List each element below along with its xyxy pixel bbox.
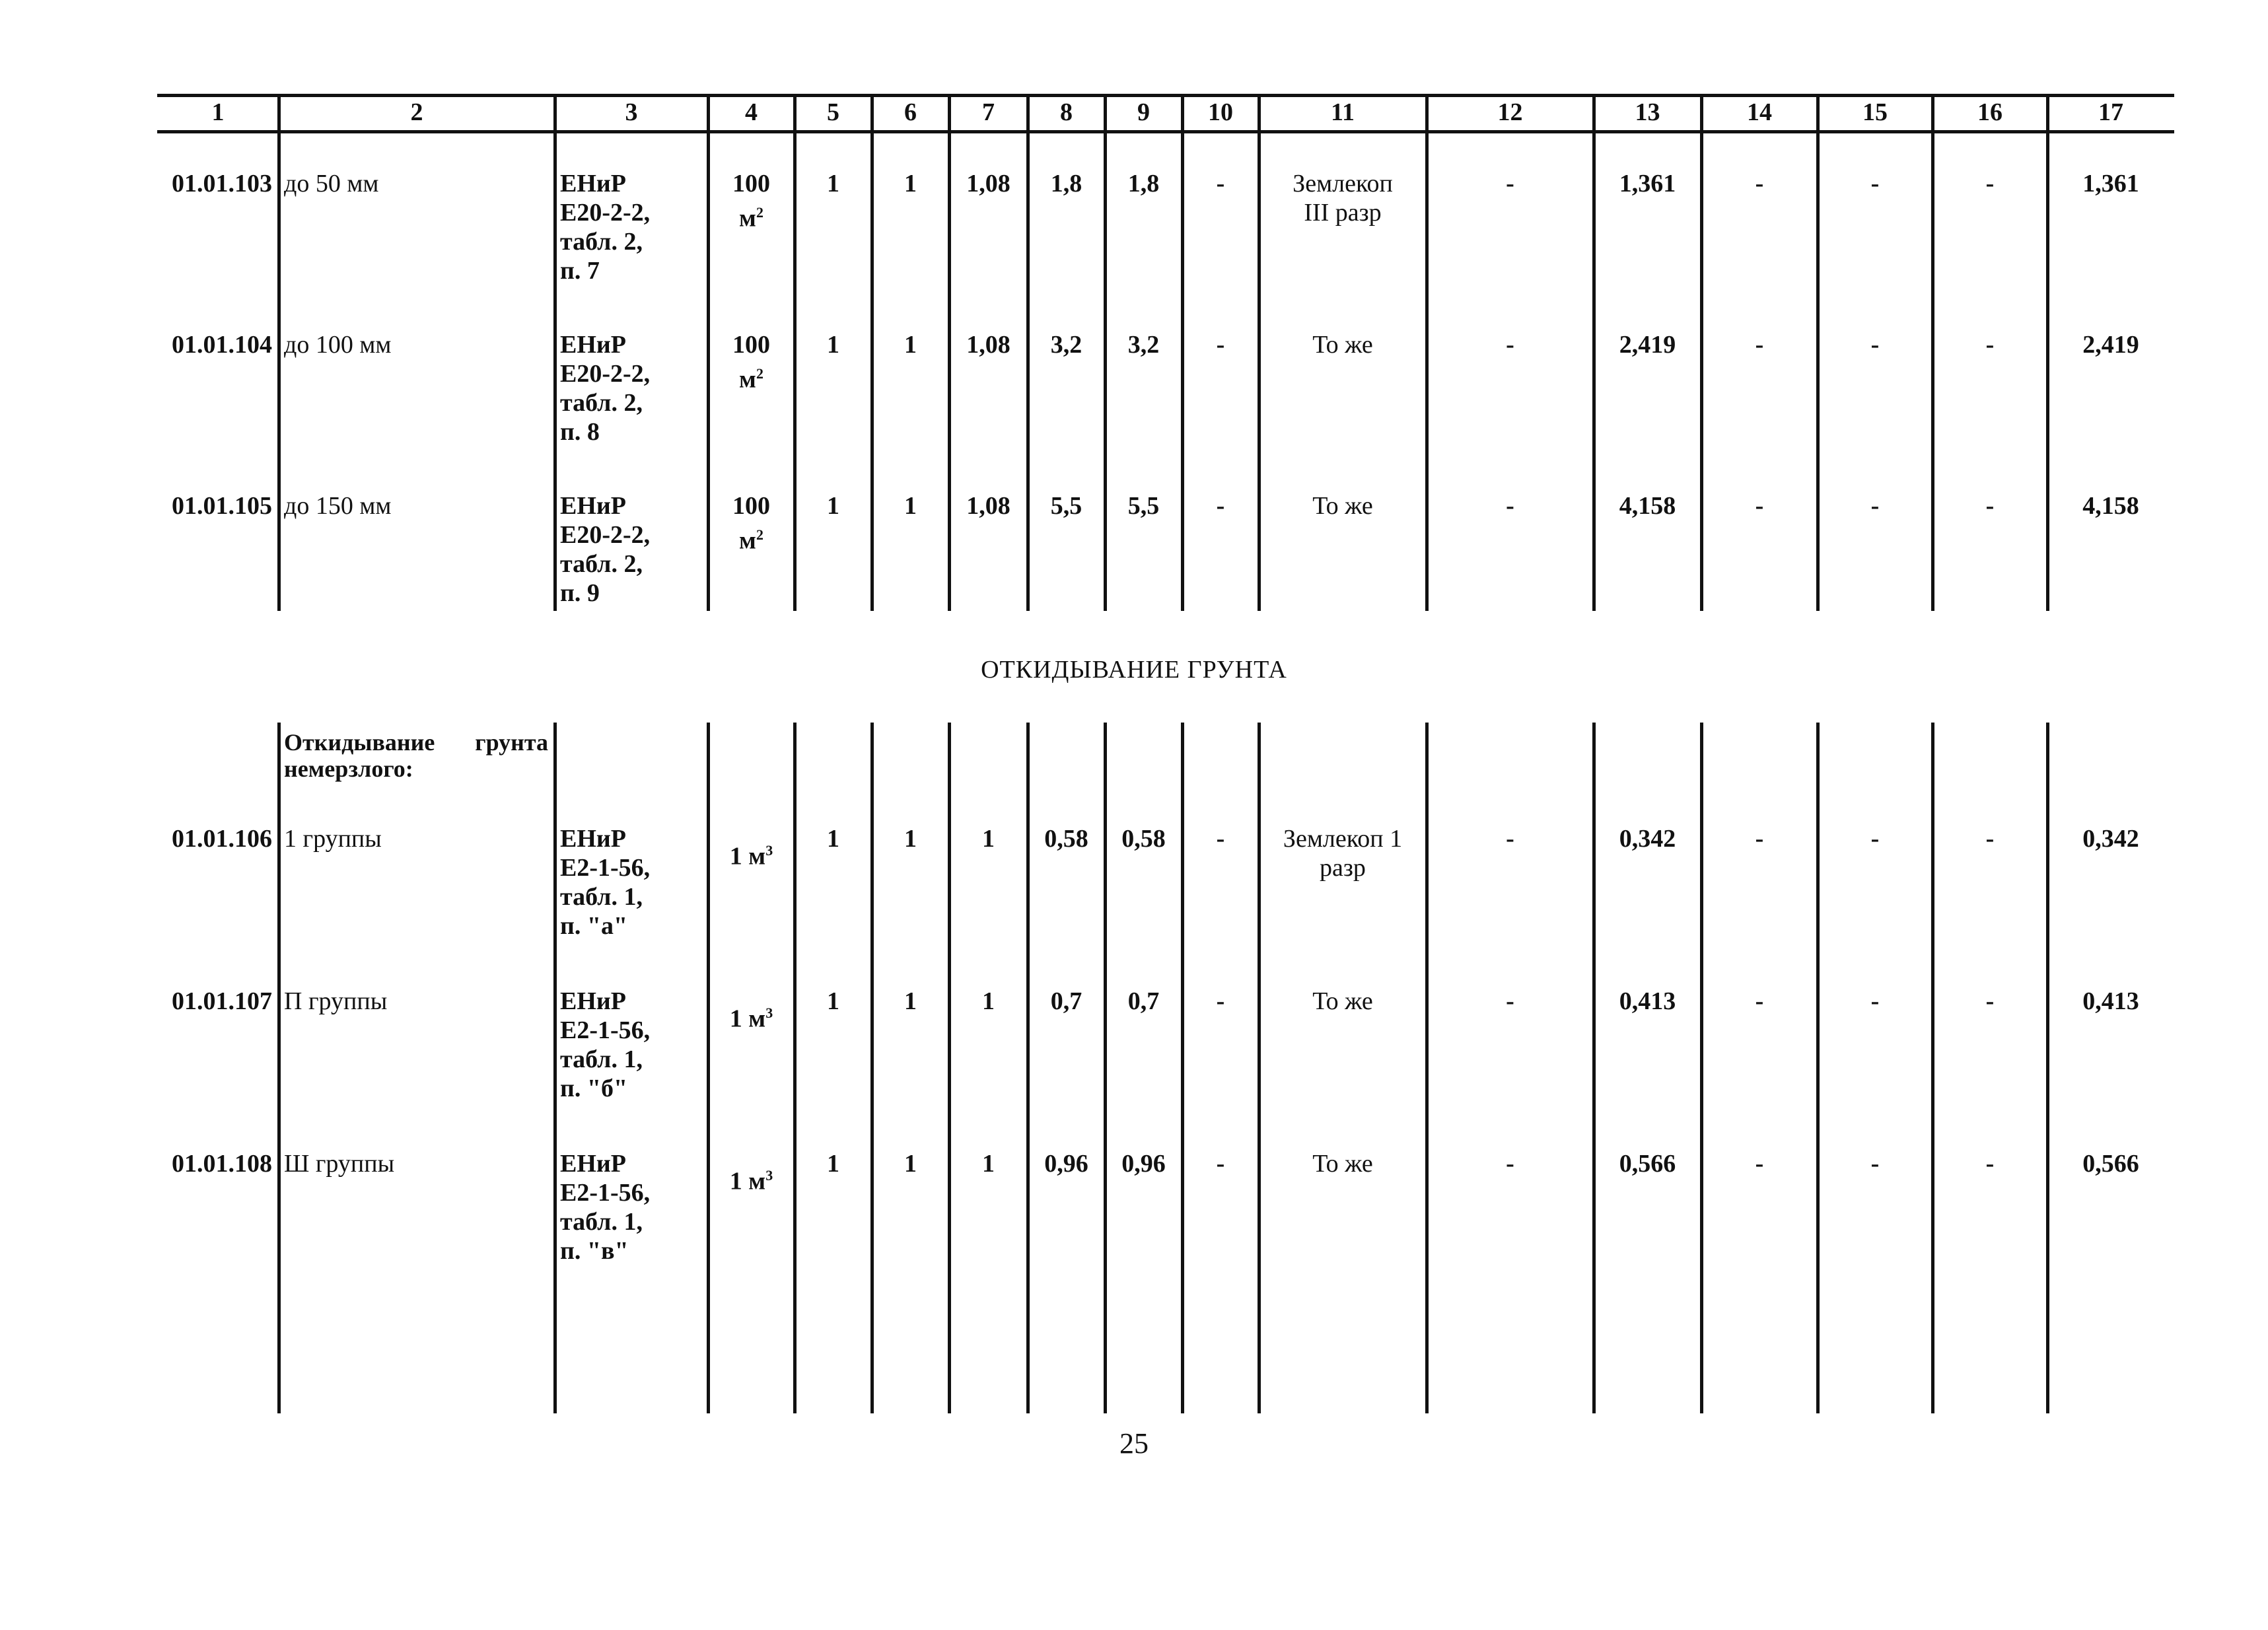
value-col-8: 0,96 [1044,1150,1088,1178]
unit-number: 1 [729,1167,742,1195]
column-divider [948,97,951,611]
norm-reference-line: п. 8 [560,418,600,446]
value-col-16: - [1985,825,1995,853]
value-col-15: - [1870,331,1880,359]
value-col-13: 4,158 [1619,492,1676,520]
column-divider [553,97,557,611]
value-col-12: - [1506,331,1514,359]
column-header-3: 3 [625,98,638,126]
value-col-7: 1,08 [966,492,1010,520]
unit-of-measure [708,169,795,233]
column-divider [948,723,951,1413]
column-divider [1026,97,1030,611]
item-code: 01.01.103 [172,170,272,197]
column-header-10: 10 [1208,98,1233,126]
norm-reference-line: ЕНиР [560,1150,627,1178]
value-col-7: 1 [982,825,995,853]
value-col-13: 0,413 [1619,987,1676,1015]
column-divider [707,723,710,1413]
value-col-17: 0,566 [2082,1150,2139,1178]
unit-of-measure [708,330,795,394]
column-header-9: 9 [1137,98,1150,126]
norm-reference [560,824,703,940]
value-col-15: - [1870,825,1880,853]
column-divider [1700,723,1703,1413]
value-col-5: 1 [827,825,839,853]
norm-reference-line: ЕНиР [560,170,627,197]
value-col-10: - [1216,331,1225,359]
value-col-17: 4,158 [2082,492,2139,520]
unit-exponent: 3 [765,1167,773,1184]
column-divider [277,723,281,1413]
norm-reference-line: табл. 2, [560,389,643,417]
unit-number: 1 [729,1005,742,1033]
value-col-14: - [1755,331,1764,359]
column-divider [1425,723,1429,1413]
norm-reference [560,330,703,446]
item-code: 01.01.105 [172,492,272,520]
value-col-16: - [1985,987,1995,1015]
value-col-6: 1 [904,331,917,359]
column-divider [1258,723,1261,1413]
value-col-15: - [1870,170,1880,197]
value-col-16: - [1985,492,1995,520]
item-description: до 50 мм [284,170,379,197]
norm-reference-line: п. 9 [560,579,600,607]
norm-reference [560,169,703,285]
value-col-10: - [1216,825,1225,853]
column-header-6: 6 [904,98,917,126]
column-header-7: 7 [982,98,995,126]
value-col-5: 1 [827,331,839,359]
column-divider [793,723,797,1413]
value-col-17: 0,413 [2082,987,2139,1015]
column-header-17: 17 [2098,98,2123,126]
item-code: 01.01.106 [172,825,272,853]
norm-reference [560,1149,703,1265]
column-header-1: 1 [211,98,225,126]
column-divider [1700,97,1703,611]
value-col-6: 1 [904,492,917,520]
norm-reference-line: табл. 2, [560,228,643,256]
value-col-10: - [1216,492,1225,520]
column-header-11: 11 [1331,98,1355,126]
norm-reference-line: ЕНиР [560,331,627,359]
group-heading-word-1: Откидывание [284,729,435,756]
value-col-16: - [1985,170,1995,197]
column-divider [1931,723,1934,1413]
column-divider [1258,97,1261,611]
section-title: ОТКИДЫВАНИЕ ГРУНТА [981,656,1287,684]
norm-reference-line: ЕНиР [560,825,627,853]
column-divider [870,723,874,1413]
value-col-13: 0,342 [1619,825,1676,853]
unit-exponent: 2 [756,365,763,382]
worker-category: То же [1312,492,1373,520]
value-col-14: - [1755,492,1764,520]
group-heading-word-2: грунта [475,729,548,756]
column-divider [2046,723,2049,1413]
column-header-2: 2 [410,98,423,126]
norm-reference-line: п. "в" [560,1237,629,1265]
norm-reference-line: п. 7 [560,257,600,285]
norm-reference-line: Е2-1-56, [560,1016,651,1044]
value-col-5: 1 [827,170,839,197]
unit-symbol: м [739,204,756,232]
value-col-12: - [1506,987,1514,1015]
column-divider [1104,723,1107,1413]
value-col-9: 1,8 [1127,170,1160,197]
worker-category: Землекоп 1 разр [1283,825,1403,882]
column-divider [870,97,874,611]
unit-number: 100 [732,492,770,520]
unit-number: 1 [729,842,742,870]
unit-exponent: 2 [756,204,763,221]
value-col-8: 0,58 [1044,825,1088,853]
column-divider [1931,97,1934,611]
value-col-6: 1 [904,1150,917,1178]
value-col-6: 1 [904,825,917,853]
page-number: 25 [1119,1427,1149,1460]
value-col-8: 3,2 [1050,331,1082,359]
unit-of-measure [708,999,795,1034]
column-header-15: 15 [1862,98,1888,126]
column-header-5: 5 [827,98,839,126]
column-divider [1181,97,1184,611]
value-col-6: 1 [904,170,917,197]
unit-symbol: м [748,842,766,870]
value-col-12: - [1506,492,1514,520]
norm-reference-line: табл. 1, [560,1045,643,1073]
item-description: П группы [284,987,388,1015]
value-col-9: 3,2 [1127,331,1160,359]
unit-symbol: м [748,1005,766,1033]
item-description: 1 группы [284,825,382,853]
value-col-17: 2,419 [2082,331,2139,359]
column-divider [1592,97,1596,611]
value-col-15: - [1870,987,1880,1015]
norm-reference-line: табл. 1, [560,883,643,911]
value-col-9: 0,7 [1127,987,1160,1015]
value-col-14: - [1755,170,1764,197]
unit-of-measure [708,1161,795,1196]
norm-reference-line: табл. 2, [560,550,643,578]
item-description: до 100 мм [284,331,392,359]
value-col-5: 1 [827,987,839,1015]
value-col-14: - [1755,825,1764,853]
column-divider [1816,97,1820,611]
column-divider [277,97,281,611]
value-col-7: 1 [982,987,995,1015]
value-col-16: - [1985,331,1995,359]
value-col-9: 0,96 [1121,1150,1166,1178]
column-divider [1026,723,1030,1413]
norm-reference-line: Е20-2-2, [560,199,651,227]
item-code: 01.01.108 [172,1150,272,1178]
worker-category: То же [1312,1150,1373,1178]
item-description: до 150 мм [284,492,392,520]
worker-category: То же [1312,987,1373,1015]
column-header-16: 16 [1977,98,2002,126]
norm-reference-line: п. "а" [560,912,628,940]
value-col-15: - [1870,492,1880,520]
norm-reference-line: Е20-2-2, [560,360,651,388]
column-divider [1816,723,1820,1413]
value-col-17: 1,361 [2082,170,2139,197]
value-col-14: - [1755,987,1764,1015]
value-col-8: 5,5 [1050,492,1082,520]
column-header-4: 4 [745,98,758,126]
column-header-13: 13 [1635,98,1660,126]
column-divider [1104,97,1107,611]
unit-symbol: м [748,1167,766,1195]
column-divider [1425,97,1429,611]
value-col-10: - [1216,1150,1225,1178]
value-col-7: 1,08 [966,331,1010,359]
norm-reference [560,491,703,608]
norm-reference-line: табл. 1, [560,1208,643,1236]
norm-reference [560,987,703,1103]
column-header-14: 14 [1747,98,1772,126]
value-col-13: 2,419 [1619,331,1676,359]
column-divider [1181,723,1184,1413]
norm-reference-line: ЕНиР [560,492,627,520]
item-code: 01.01.104 [172,331,272,359]
value-col-14: - [1755,1150,1764,1178]
unit-number: 100 [732,331,770,359]
worker-category: Землекоп III разр [1293,170,1393,227]
header-bottom-rule [157,130,2174,133]
column-header-12: 12 [1497,98,1523,126]
unit-symbol: м [739,526,756,555]
norm-reference-line: Е20-2-2, [560,521,651,549]
unit-of-measure [708,836,795,871]
worker-category: То же [1312,331,1373,359]
value-col-17: 0,342 [2082,825,2139,853]
column-divider [1592,723,1596,1413]
value-col-10: - [1216,170,1225,197]
item-description: Ш группы [284,1150,395,1178]
value-col-12: - [1506,1150,1514,1178]
column-header-8: 8 [1060,98,1073,126]
value-col-5: 1 [827,1150,839,1178]
column-divider [553,723,557,1413]
norm-reference-line: Е2-1-56, [560,1179,651,1207]
norm-reference-line: ЕНиР [560,987,627,1015]
norm-reference-line: Е2-1-56, [560,854,651,882]
unit-number: 100 [732,170,770,197]
group-heading [284,729,548,782]
value-col-9: 5,5 [1127,492,1160,520]
value-col-6: 1 [904,987,917,1015]
value-col-10: - [1216,987,1225,1015]
value-col-12: - [1506,825,1514,853]
unit-symbol: м [739,365,756,394]
group-heading-word-3: немерзлого: [284,756,413,782]
value-col-5: 1 [827,492,839,520]
unit-exponent: 3 [765,842,773,859]
value-col-8: 1,8 [1050,170,1082,197]
value-col-9: 0,58 [1121,825,1166,853]
value-col-16: - [1985,1150,1995,1178]
unit-exponent: 3 [765,1005,773,1021]
value-col-12: - [1506,170,1514,197]
norm-reference-line: п. "б" [560,1075,628,1102]
value-col-15: - [1870,1150,1880,1178]
value-col-7: 1 [982,1150,995,1178]
unit-of-measure [708,491,795,555]
value-col-7: 1,08 [966,170,1010,197]
unit-exponent: 2 [756,526,763,543]
item-code: 01.01.107 [172,987,272,1015]
column-divider [2046,97,2049,611]
value-col-13: 1,361 [1619,170,1676,197]
value-col-13: 0,566 [1619,1150,1676,1178]
value-col-8: 0,7 [1050,987,1082,1015]
